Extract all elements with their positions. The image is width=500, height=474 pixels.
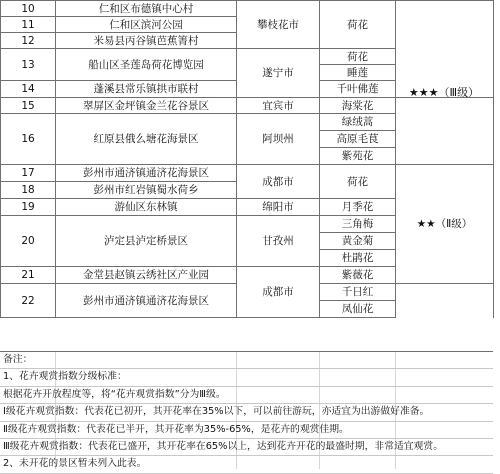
site-name: 彭州市通济镇通济花海景区 xyxy=(56,284,237,318)
flower-cell: 凤仙花 xyxy=(320,301,396,318)
level-cell-3 xyxy=(396,98,494,165)
flower-cell: 紫苑花 xyxy=(320,148,396,165)
row-number: 11 xyxy=(1,17,56,33)
site-name: 仁和区滨河公园 xyxy=(56,17,237,33)
site-name: 游仙区东林镇 xyxy=(56,199,237,216)
flower-cell: 海棠花 xyxy=(320,98,396,114)
city-cell: 成都市 xyxy=(237,165,320,199)
city-cell: 绵阳市 xyxy=(237,199,320,216)
city-cell: 甘孜州 xyxy=(237,216,320,267)
flower-cell: 绿绒蒿 xyxy=(320,114,396,131)
level-cell-2 xyxy=(396,165,494,284)
level-stars: ★★★ xyxy=(408,86,439,99)
city-cell: 宜宾市 xyxy=(237,98,320,114)
level-3-label xyxy=(395,86,493,100)
level-stars: ★★ xyxy=(416,218,436,230)
flower-cell: 杜鹃花 xyxy=(320,250,396,267)
flower-cell: 黄金菊 xyxy=(320,233,396,250)
note-line: 1、花卉观赏指数分级标准： xyxy=(0,369,493,386)
level-label: （Ⅱ级） xyxy=(435,218,473,230)
row-number: 17 xyxy=(1,165,56,182)
site-name: 翠屏区金坪镇金兰花谷景区 xyxy=(56,98,237,114)
flower-cell: 千日红 xyxy=(320,284,396,301)
flower-cell: 紫薇花 xyxy=(320,267,396,284)
flower-cell: 高原毛茛 xyxy=(320,131,396,148)
note-line: 根据花卉开放程度等，将“花卉观赏指数”分为Ⅲ级。 xyxy=(0,387,493,404)
city-cell: 遂宁市 xyxy=(237,49,320,98)
level-label: （Ⅲ级） xyxy=(438,86,480,99)
flower-cell: 三角梅 xyxy=(320,216,396,233)
table-row[interactable] xyxy=(1,165,494,182)
city-cell: 阿坝州 xyxy=(237,114,320,165)
site-name: 蓬溪县常乐镇拱市联村 xyxy=(56,81,237,98)
row-number: 18 xyxy=(1,182,56,199)
city-cell: 攀枝花市 xyxy=(237,1,320,49)
flower-cell: 睡莲 xyxy=(320,65,396,81)
row-number: 21 xyxy=(1,267,56,284)
row-number: 20 xyxy=(1,216,56,267)
notes-section xyxy=(0,351,493,474)
site-name: 泸定县泸定桥景区 xyxy=(56,216,237,267)
site-name: 彭州市通济镇通济花海景区 xyxy=(56,165,237,182)
row-number: 16 xyxy=(1,114,56,165)
note-line: Ⅱ级花卉观赏指数：代表花已半开，其开花率为35%-65%，是花卉的观赏佳期。 xyxy=(0,422,493,439)
city-cell: 成都市 xyxy=(237,267,320,318)
flower-cell: 荷花 xyxy=(320,49,396,65)
note-line: Ⅲ级花卉观赏指数：代表花已盛开，其开花率在65%以上，达到花卉开花的最盛时期，非常适宜观赏。 xyxy=(0,439,493,456)
flower-cell: 月季花 xyxy=(320,199,396,216)
flower-cell: 荷花 xyxy=(320,165,396,199)
notes-heading: 备注： xyxy=(0,351,493,369)
note-line: Ⅰ级花卉观赏指数：代表花已初开，其开花率在35%以下，可以前往游玩，亦适宜为出游做好准备。 xyxy=(0,404,493,421)
row-number: 12 xyxy=(1,33,56,49)
site-name: 船山区圣莲岛荷花博览园 xyxy=(56,49,237,81)
row-number: 22 xyxy=(1,284,56,318)
row-number: 19 xyxy=(1,199,56,216)
level-cell xyxy=(396,1,494,98)
site-name: 彭州市红岩镇蜀水荷乡 xyxy=(56,182,237,199)
row-number: 15 xyxy=(1,98,56,114)
note-line: 2、未开花的景区暂未列入此表。 xyxy=(0,456,493,473)
site-name: 金堂县赵镇云绣社区产业园 xyxy=(56,267,237,284)
site-name: 仁和区布德镇中心村 xyxy=(56,1,237,17)
row-number: 14 xyxy=(1,81,56,98)
row-number: 13 xyxy=(1,49,56,81)
site-name: 米易县丙谷镇芭蕉箐村 xyxy=(56,33,237,49)
site-name: 红原县俄么塘花海景区 xyxy=(56,114,237,165)
table-row[interactable] xyxy=(1,1,494,17)
row-number: 10 xyxy=(1,1,56,17)
flower-cell: 千叶佛莲 xyxy=(320,81,396,98)
flower-cell: 荷花 xyxy=(320,1,396,49)
